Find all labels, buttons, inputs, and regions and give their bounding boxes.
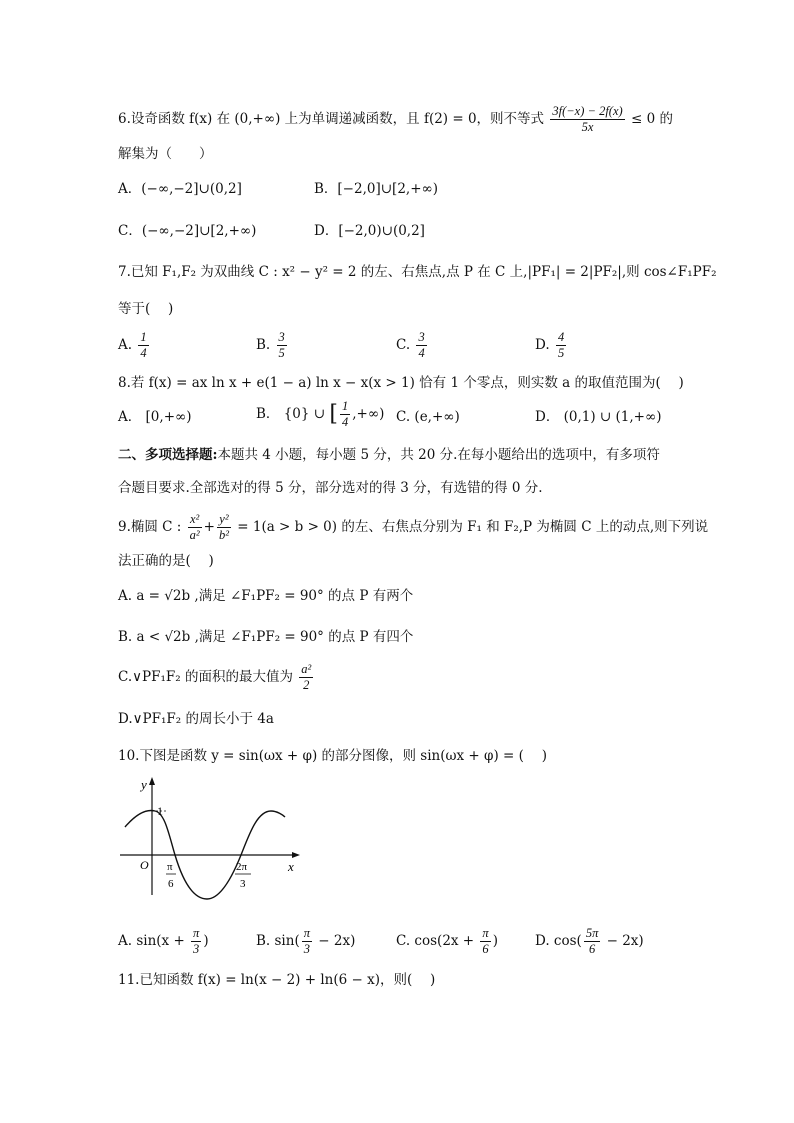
q7-option-c-label: C. [396, 337, 411, 353]
q10-option-c-prefix: C. cos(2x + [396, 933, 479, 949]
q8-option-b-fraction [340, 399, 350, 430]
q9-option-c-fraction [299, 662, 313, 693]
q9-term2-den: b² [218, 528, 229, 542]
section2-line1-rest: 本题共 4 小题，每小题 5 分，共 20 分.在每小题给出的选项中，有多项符 [217, 447, 660, 463]
q6-fraction-denominator: 5x [581, 120, 594, 134]
q9-stem-line2: 法正确的是( ) [118, 553, 214, 569]
section2-line2: 合题目要求.全部选对的得 5 分，部分选对的得 3 分，有选错的得 0 分. [118, 480, 543, 496]
q6-option-b: B．[−2,0]∪[2,+∞) [314, 181, 439, 197]
q9-option-b: B. a < √2b ,满足 ∠F₁PF₂ = 90° 的点 P 有四个 [118, 629, 414, 645]
q6-stem-line1 [118, 104, 673, 135]
q7-option-b-den: 5 [278, 346, 285, 360]
x-tick-1-num: π [167, 861, 173, 873]
q10-option-c [396, 926, 498, 957]
q8-option-b-bracket: [ [329, 401, 338, 427]
q8-option-d: D． (0,1) ∪ (1,+∞) [535, 409, 662, 425]
q9-prefix: 9.椭圆 C : [118, 519, 186, 535]
q10-option-a-fraction [191, 926, 201, 957]
q9-option-c [118, 662, 315, 693]
y-axis-arrow [149, 777, 155, 785]
q7-option-b-num: 3 [278, 330, 285, 344]
q10-option-b-prefix: B. sin( [256, 933, 300, 949]
x-tick-1-den: 6 [168, 878, 174, 890]
q10-option-b-suffix: − 2x) [313, 933, 356, 949]
q10-option-a-suffix: ) [203, 933, 209, 949]
q10-option-b-den: 3 [303, 942, 310, 956]
q9-term2 [217, 512, 231, 543]
q7-option-d-den: 5 [557, 346, 565, 360]
q8-option-b-prefix: B． {0} ∪ [256, 406, 330, 422]
q6-option-a: A．(−∞,−2]∪(0,2] [118, 181, 242, 197]
q6-option-c: C．(−∞,−2]∪[2,+∞) [118, 223, 257, 239]
q8-stem: 8.若 f(x) = ax ln x + e(1 − a) ln x − x(x > 1) 恰有 1 个零点，则实数 a 的取值范围为( ) [118, 375, 684, 391]
q10-option-c-den: 6 [482, 942, 489, 956]
q9-option-c-num: a² [301, 662, 312, 676]
section2-heading: 二、多项选择题: [118, 447, 218, 463]
q7-option-c-den: 4 [418, 346, 425, 360]
q8-option-b [256, 399, 384, 430]
q9-stem-line1 [118, 512, 708, 543]
q9-term2-num: y² [217, 512, 231, 528]
q7-option-b-label: B. [256, 337, 271, 353]
q8-option-b-suffix: ,+∞) [352, 406, 385, 422]
q10-option-b-fraction [302, 926, 312, 957]
q7-option-a-fraction [138, 330, 148, 361]
q10-sine-graph [115, 775, 305, 900]
q10-option-a-prefix: A. sin(x + [118, 933, 190, 949]
q7-option-b [256, 330, 289, 361]
q9-term1-den: a² [189, 528, 200, 542]
x-tick-2-num: 2π [236, 861, 248, 873]
q9-option-c-den: 2 [303, 678, 310, 692]
y-axis-label: y [141, 777, 147, 792]
q10-option-d-den: 6 [588, 942, 596, 956]
q10-option-d [535, 926, 644, 957]
q7-option-a [118, 330, 151, 361]
q7-stem-line1: 7.已知 F₁,F₂ 为双曲线 C : x² − y² = 2 的左、右焦点,点 P 在 C 上,|PF₁| = 2|PF₂|,则 cos∠F₁PF₂ [118, 264, 717, 280]
q7-option-c-fraction [416, 330, 426, 361]
q7-option-d [535, 330, 568, 361]
q6-stem-suffix: ≤ 0 的 [630, 111, 673, 127]
q10-option-d-num: 5π [585, 926, 599, 940]
origin-label: O [140, 858, 149, 872]
q10-stem: 10.下图是函数 y = sin(ωx + φ) 的部分图像，则 sin(ωx + φ) = ( ) [118, 748, 547, 764]
q9-option-a: A. a = √2b ,满足 ∠F₁PF₂ = 90° 的点 P 有两个 [118, 588, 414, 604]
q10-option-d-fraction [584, 926, 601, 957]
q10-option-a-num: π [193, 926, 200, 940]
q7-option-d-num: 4 [557, 330, 565, 344]
q7-option-a-label: A. [118, 337, 133, 353]
q6-fraction-numerator: 3f(−x) − 2f(x) [552, 104, 623, 118]
q10-option-a [118, 926, 209, 957]
q7-option-a-den: 4 [140, 346, 147, 360]
q8-option-b-num: 1 [341, 399, 349, 413]
q6-option-d: D．[−2,0)∪(0,2] [314, 223, 425, 239]
q9-plus: + [203, 519, 215, 535]
q7-option-c [396, 330, 429, 361]
q6-stem-line2: 解集为（ ） [118, 146, 213, 162]
q10-option-b [256, 926, 355, 957]
q7-stem-line2: 等于( ) [118, 301, 174, 317]
q10-option-b-num: π [303, 926, 310, 940]
x-axis-label: x [288, 859, 294, 874]
y-tick-one: 1 [157, 804, 163, 818]
q7-option-d-fraction [556, 330, 566, 361]
q9-term1 [188, 512, 202, 543]
q10-option-c-fraction [480, 926, 490, 957]
q10-option-c-num: π [482, 926, 489, 940]
q9-option-d: D.∨PF₁F₂ 的周长小于 4a [118, 711, 274, 727]
q9-term1-num: x² [188, 512, 202, 528]
q7-option-c-num: 3 [418, 330, 425, 344]
q10-option-d-prefix: D. cos( [535, 933, 582, 949]
q8-option-c: C. (e,+∞) [396, 409, 460, 425]
q10-option-a-den: 3 [193, 942, 200, 956]
q6-fraction [550, 104, 624, 135]
q7-option-a-num: 1 [140, 330, 147, 344]
section2-line1 [118, 445, 660, 465]
q9-option-c-prefix: C.∨PF₁F₂ 的面积的最大值为 [118, 669, 293, 685]
q7-option-d-label: D. [535, 337, 550, 353]
q10-option-c-suffix: ) [492, 933, 498, 949]
x-axis-arrow [292, 852, 300, 858]
q6-stem-prefix: 6.设奇函数 f(x) 在 (0,+∞) 上为单调递减函数，且 f(2) = 0，则不等式 [118, 111, 545, 127]
q7-option-b-fraction [277, 330, 287, 361]
q8-option-b-den: 4 [341, 415, 349, 429]
x-tick-2-den: 3 [240, 878, 246, 890]
q11-stem: 11.已知函数 f(x) = ln(x − 2) + ln(6 − x)，则( ) [118, 972, 436, 988]
q10-option-d-suffix: − 2x) [602, 933, 644, 949]
q8-option-a: A． [0,+∞) [118, 409, 192, 425]
q9-suffix: = 1(a > b > 0) 的左、右焦点分别为 F₁ 和 F₂,P 为椭圆 C 上的动点,则下列说 [237, 519, 709, 535]
